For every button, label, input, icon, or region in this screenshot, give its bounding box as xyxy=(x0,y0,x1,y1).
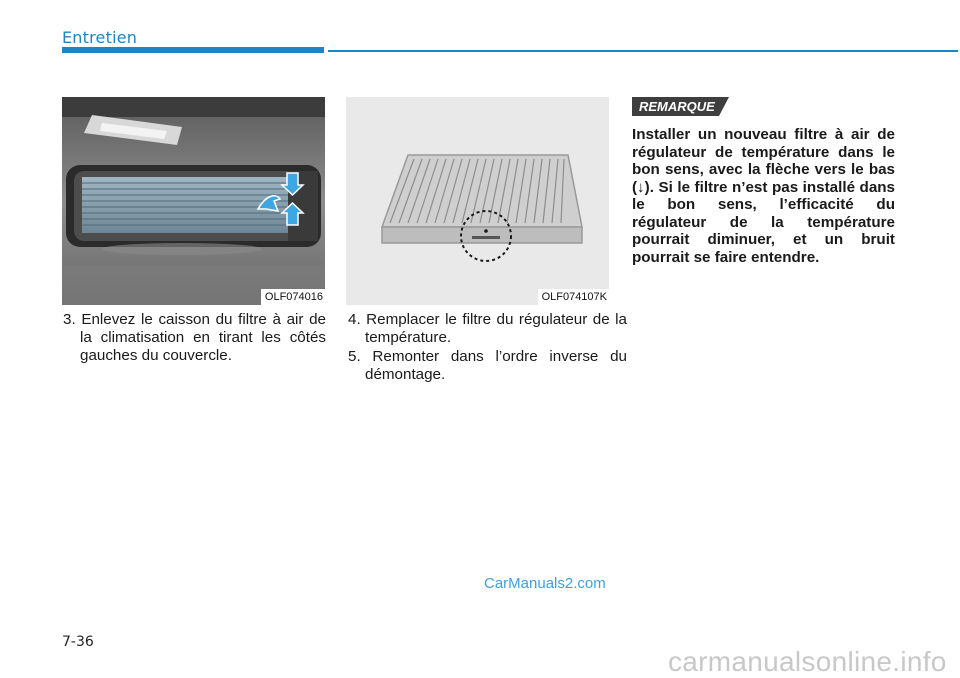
header-rule-thin xyxy=(328,50,958,52)
watermark-top: CarManuals2.com xyxy=(484,575,606,592)
note-text: Installer un nouveau filtre à air de régulateur de température dans le bon sens, avec la flèche vers le bas (↓). Si le filtre n’est pas installé dans le bon sens, l’efficacité du régulateur de la température pourrait diminuer, et un bruit pourrait se faire entendre. xyxy=(632,126,895,266)
step-4: 4. Remplacer le filtre du régulateur de la température. xyxy=(348,311,627,346)
figure-cabin-filter xyxy=(346,97,609,305)
watermark-bottom: carmanualsonline.info xyxy=(668,646,947,677)
step-3: 3. Enlevez le caisson du filtre à air de la climatisation en tirant les côtés gauches du couvercle. xyxy=(63,311,326,364)
page-number: 7-36 xyxy=(62,634,94,650)
figure-code: OLF074107K xyxy=(538,289,609,305)
header-rule-thick xyxy=(62,47,324,53)
figure-filter-housing xyxy=(62,97,325,305)
cabin-filter-illustration xyxy=(346,97,609,305)
note-badge: REMARQUE xyxy=(632,97,719,116)
filter-housing-illustration xyxy=(62,97,325,305)
step-5: 5. Remonter dans l’ordre inverse du démontage. xyxy=(348,348,627,383)
section-title: Entretien xyxy=(62,28,138,47)
figure-code: OLF074016 xyxy=(261,289,325,305)
